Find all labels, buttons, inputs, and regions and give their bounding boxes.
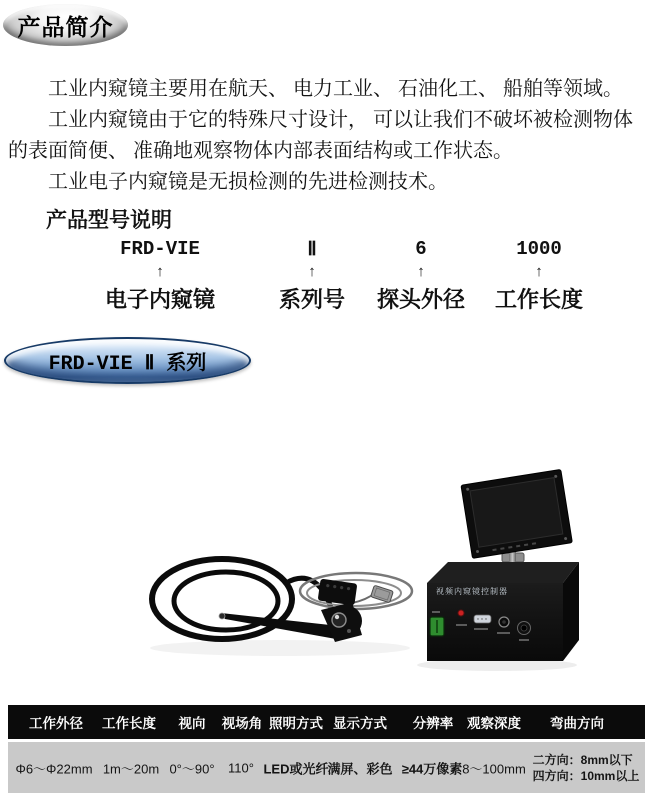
- model-col-diameter: [377, 238, 465, 314]
- spec-cell-observe-depth: 8～100mm: [462, 761, 526, 776]
- endoscope-system-illustration: [0, 445, 650, 695]
- bend-direction-line2: 四方向：10mm以上: [532, 768, 640, 783]
- spec-table-row: [8, 742, 645, 793]
- spec-header-cell: 视场角: [221, 716, 263, 731]
- spec-cell-display-mode: 满屏、彩色: [327, 761, 393, 776]
- model-part-label: 工作长度: [494, 287, 584, 312]
- product-photo: [0, 445, 650, 695]
- intro-paragraph-1: 工业内窥镜主要用在航天、 电力工业、 石油化工、 船舶等领域。: [48, 78, 623, 100]
- model-part: 1000: [516, 238, 562, 260]
- series-banner: [4, 337, 251, 384]
- series-banner-label: FRD-VIE Ⅱ 系列: [48, 352, 207, 376]
- spec-header-cell: 工作外径: [29, 716, 83, 731]
- up-arrow-icon: ↑: [156, 264, 164, 280]
- section-badge-product-intro: [3, 4, 128, 46]
- spec-cell-illumination: LED或光纤: [263, 761, 329, 776]
- model-part-label: 探头外径: [376, 287, 466, 312]
- spec-cell-view-direction: 0°～90°: [169, 761, 215, 776]
- model-col-prefix: [105, 238, 215, 314]
- model-part-label: 电子内窥镜: [104, 287, 216, 312]
- spec-cell-outer-diameter: Φ6～Φ22mm: [15, 761, 93, 776]
- spec-cell-field-of-view: 110°: [228, 760, 254, 775]
- up-arrow-icon: ↑: [417, 264, 425, 280]
- controller-nameplate: 视频内窥镜控制器: [436, 587, 508, 596]
- up-arrow-icon: ↑: [535, 264, 543, 280]
- model-part-label: 系列号: [278, 287, 346, 312]
- spec-header-cell: 视向: [178, 716, 206, 731]
- spec-header-cell: 分辨率: [412, 716, 454, 731]
- model-col-series: [279, 238, 345, 314]
- intro-paragraph-3: 工业电子内窥镜是无损检测的先进检测技术。: [48, 171, 448, 193]
- up-arrow-icon: ↑: [308, 264, 316, 280]
- spec-cell-resolution: ≥44万像素: [401, 761, 463, 776]
- intro-paragraph-2: 工业内窥镜由于它的特殊尺寸设计， 可以让我们不破坏被检测物体的表面简便、 准确地观察物体内部表面结构或工作状态。: [8, 109, 633, 162]
- spec-table-header: [8, 705, 645, 739]
- model-breakdown: [0, 238, 650, 314]
- spec-header-cell: 显示方式: [333, 716, 387, 731]
- intro-text-block: [8, 74, 644, 198]
- model-part: FRD-VIE: [120, 238, 200, 260]
- model-col-length: [495, 238, 583, 314]
- spec-header-cell: 照明方式: [269, 716, 323, 731]
- model-part: Ⅱ: [307, 239, 317, 261]
- spec-header-cell: 观察深度: [467, 716, 521, 731]
- spec-header-cell: 弯曲方向: [550, 716, 604, 731]
- spec-cell-bend-direction: [533, 752, 640, 784]
- section-badge-label: 产品简介: [17, 14, 114, 40]
- spec-header-cell: 工作长度: [102, 716, 156, 731]
- model-section-heading: 产品型号说明: [46, 208, 172, 232]
- spec-cell-working-length: 1m～20m: [102, 761, 160, 776]
- bend-direction-line1: 二方向：8mm以下: [532, 752, 633, 767]
- model-part: 6: [415, 238, 427, 260]
